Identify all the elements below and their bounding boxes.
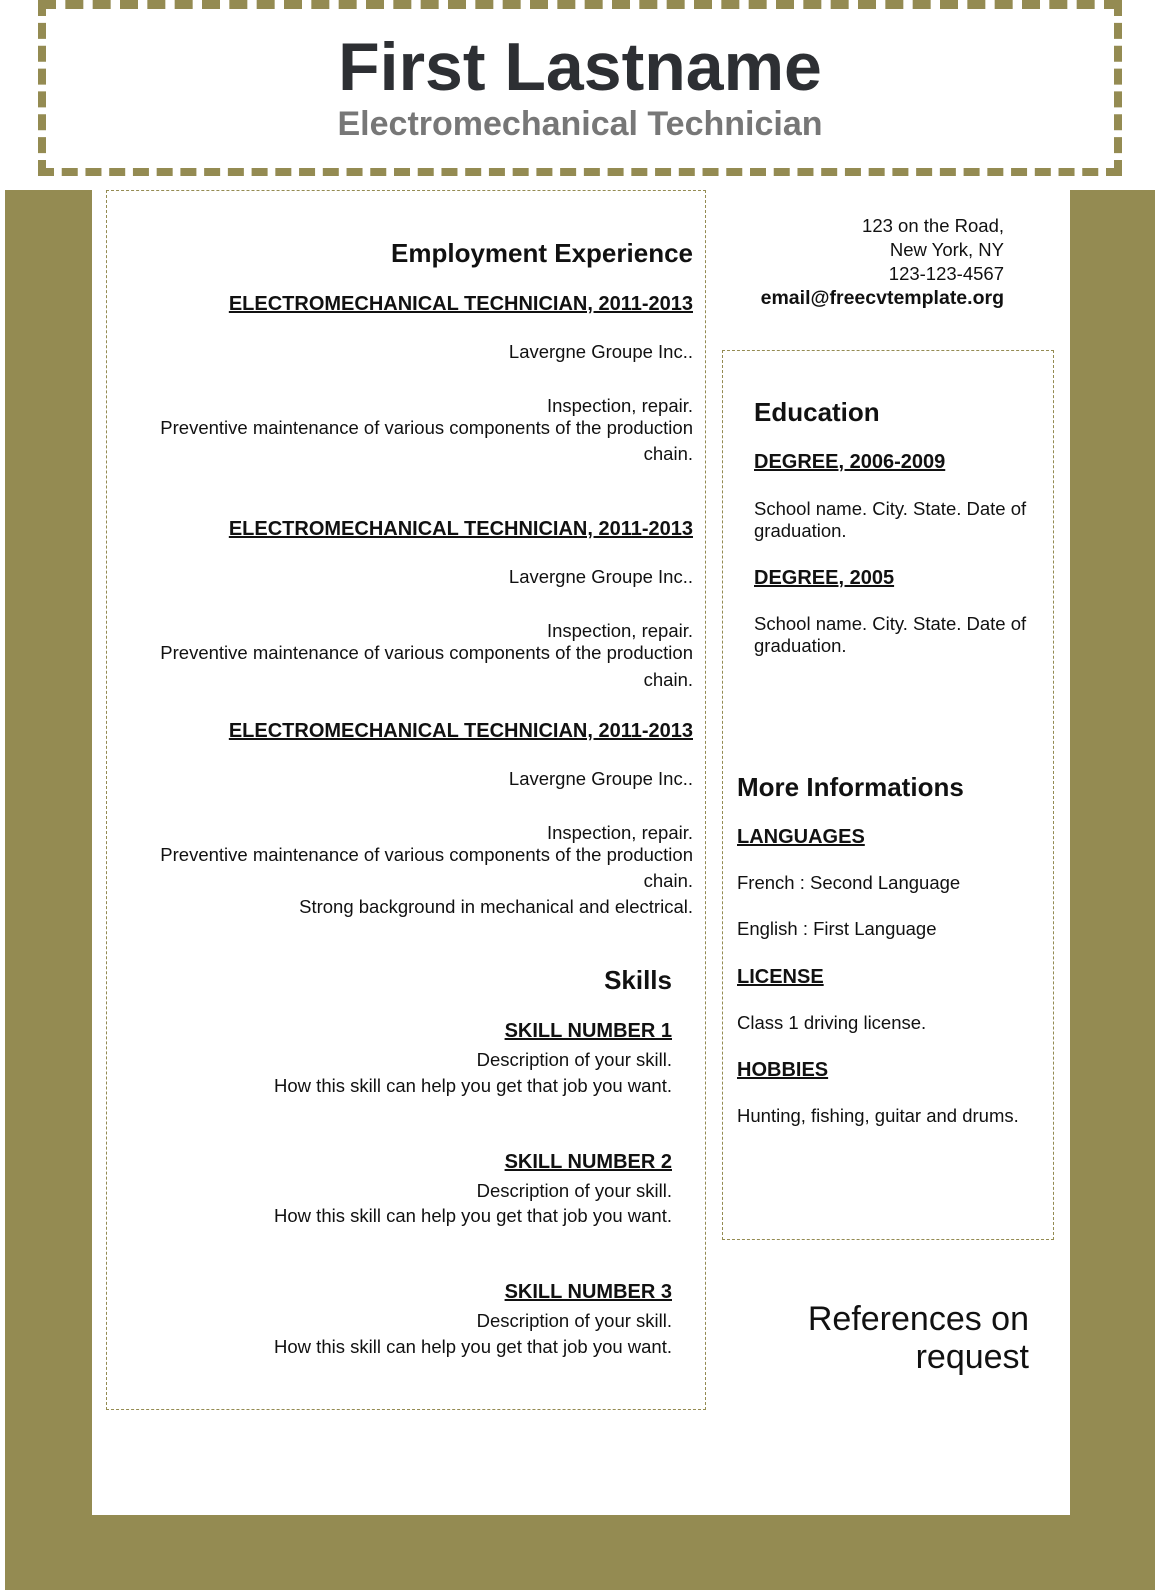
contact-address-line2: New York, NY — [889, 239, 1004, 260]
degree-detail: School name. City. State. Date of graduation. — [754, 613, 1027, 656]
skill-title: SKILL NUMBER 2 — [504, 1151, 672, 1173]
job-description-line: Inspection, repair. — [546, 395, 693, 416]
job-description-line: chain. — [643, 870, 693, 891]
job-description-line: chain. — [643, 443, 693, 464]
job-title: ELECTROMECHANICAL TECHNICIAN, 2011-2013 — [228, 518, 693, 540]
contact-phone: 123-123-4567 — [888, 263, 1004, 284]
education-heading: Education — [754, 397, 880, 427]
job-description-line: Preventive maintenance of various components of the production — [160, 642, 693, 663]
job-description-line: Preventive maintenance of various components of the production — [160, 844, 693, 865]
hobbies-heading: HOBBIES — [737, 1059, 829, 1081]
language-item: English : First Language — [737, 918, 937, 939]
degree-title: DEGREE, 2006-2009 — [754, 451, 946, 473]
license-item: Class 1 driving license. — [737, 1012, 927, 1033]
employment-heading: Employment Experience — [391, 238, 693, 268]
skill-title: SKILL NUMBER 1 — [504, 1020, 672, 1042]
contact-email: email@freecvtemplate.org — [760, 287, 1004, 309]
degree-title: DEGREE, 2005 — [754, 567, 895, 589]
skill-description: Description of your skill. — [476, 1049, 672, 1070]
candidate-name: First Lastname — [338, 29, 822, 105]
job-description-line: chain. — [643, 669, 693, 690]
skill-benefit: How this skill can help you get that job you want. — [274, 1336, 672, 1357]
references-line1: References on — [807, 1300, 1029, 1338]
skill-description: Description of your skill. — [476, 1310, 672, 1331]
job-description-line: Inspection, repair. — [546, 620, 693, 641]
candidate-title: Electromechanical Technician — [337, 105, 823, 143]
license-heading: LICENSE — [737, 966, 824, 988]
job-company: Lavergne Groupe Inc.. — [508, 341, 693, 362]
degree-detail: School name. City. State. Date of graduation. — [754, 498, 1027, 541]
skill-benefit: How this skill can help you get that job you want. — [274, 1205, 672, 1226]
language-item: French : Second Language — [737, 872, 961, 893]
references-line2: request — [915, 1338, 1029, 1376]
job-company: Lavergne Groupe Inc.. — [508, 768, 693, 789]
job-description-line: Preventive maintenance of various components of the production — [160, 417, 693, 438]
skill-description: Description of your skill. — [476, 1180, 672, 1201]
job-description-line: Strong background in mechanical and electrical. — [299, 896, 693, 917]
contact-address-line1: 123 on the Road, — [862, 215, 1004, 236]
skill-benefit: How this skill can help you get that job you want. — [274, 1075, 672, 1096]
job-description-line: Inspection, repair. — [546, 822, 693, 843]
skill-title: SKILL NUMBER 3 — [504, 1281, 672, 1303]
job-company: Lavergne Groupe Inc.. — [508, 566, 693, 587]
hobbies-item: Hunting, fishing, guitar and drums. — [737, 1105, 1019, 1126]
job-title: ELECTROMECHANICAL TECHNICIAN, 2011-2013 — [228, 720, 693, 742]
languages-heading: LANGUAGES — [737, 826, 865, 848]
job-title: ELECTROMECHANICAL TECHNICIAN, 2011-2013 — [228, 293, 693, 315]
skills-heading: Skills — [604, 965, 672, 995]
more-info-heading: More Informations — [737, 772, 964, 802]
